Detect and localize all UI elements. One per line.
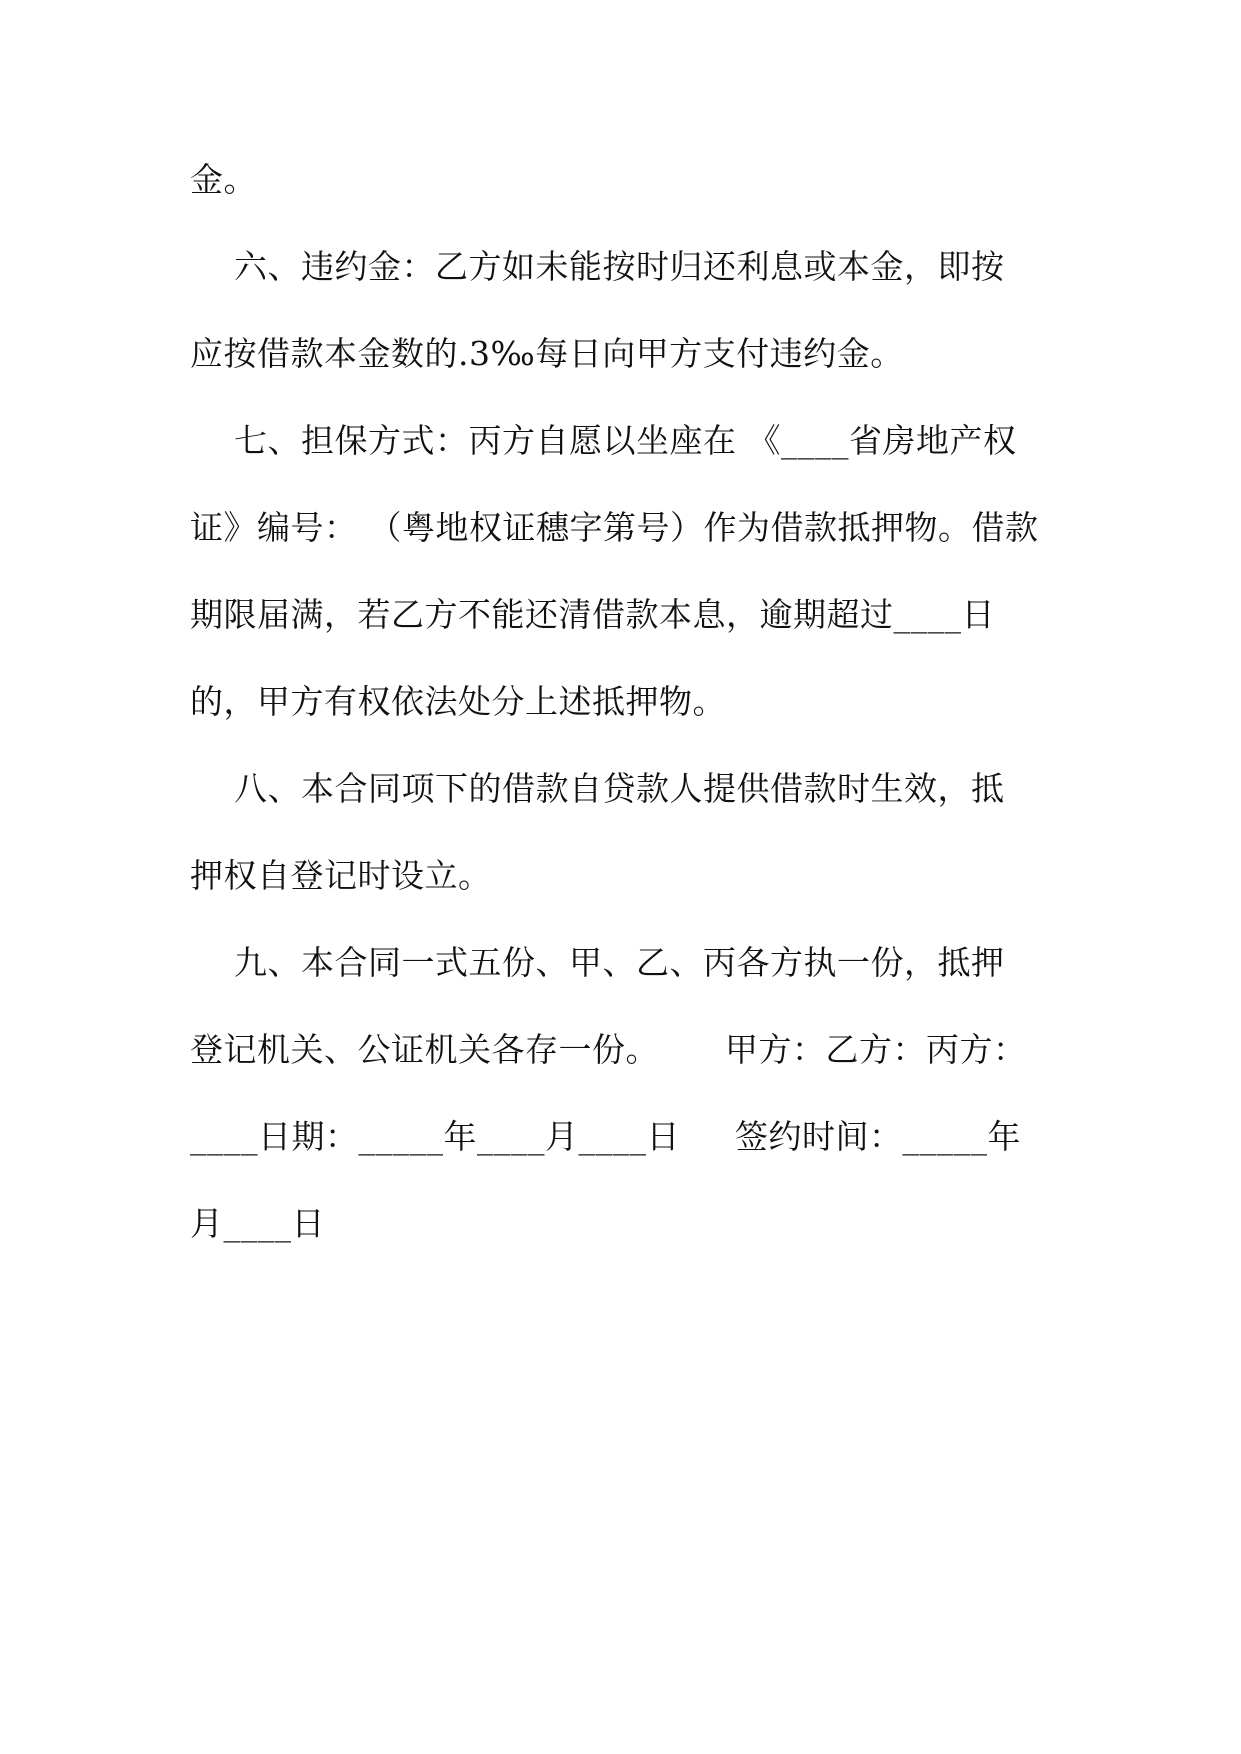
text-line-4: 七、担保方式：丙方自愿以坐座在 《____省房地产权 — [190, 421, 1017, 460]
text-line-7: 的，甲方有权依法处分上述抵押物。 — [190, 682, 726, 721]
text-line-11: 登记机关、公证机关各存一份。 甲方：乙方：丙方： — [190, 1030, 1027, 1069]
text-line-1: 金。 — [190, 160, 257, 199]
text-line-13: 月____日 — [190, 1204, 325, 1243]
text-line-10: 九、本合同一式五份、甲、乙、丙各方执一份，抵押 — [190, 943, 1005, 982]
text-line-6: 期限届满，若乙方不能还清借款本息，逾期超过____日 — [190, 595, 995, 634]
text-line-9: 押权自登记时设立。 — [190, 856, 492, 895]
text-line-5: 证》编号： （粤地权证穗字第号）作为借款抵押物。借款 — [190, 508, 1039, 547]
text-line-2: 六、违约金：乙方如未能按时归还利息或本金，即按 — [190, 247, 1005, 286]
text-line-12: ____日期：_____年____月____日 签约时间：_____年 — [190, 1117, 1021, 1156]
text-line-3: 应按借款本金数的.3‰每日向甲方支付违约金。 — [190, 334, 904, 373]
text-line-8: 八、本合同项下的借款自贷款人提供借款时生效，抵 — [190, 769, 1005, 808]
